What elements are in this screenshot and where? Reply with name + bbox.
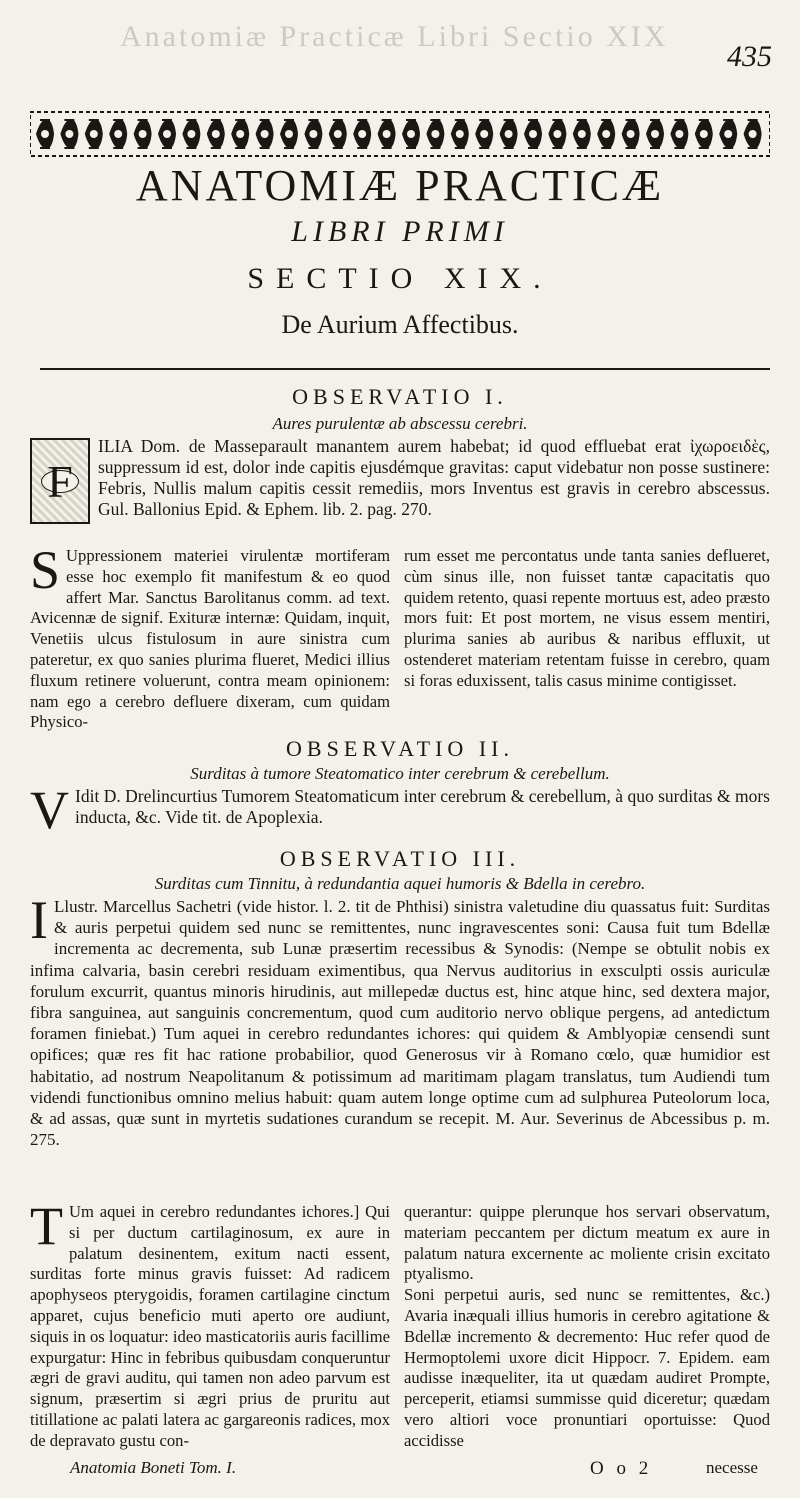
obs3-body: Llustr. Marcellus Sachetri (vide histor. l. 2. tit de Phthisi) sinistra valetudine diu quassatus fuit: Surditas & auris perpetui quidem sed nunc se remittentes, nunc ingravescentes soni: Causa fuit tum Bdellæ incrementa ac decrementa, sub Lunæ præsertim recessibus & Synodis: (Nempe se obtulit nobis ex infima calvaria, basin cerebri residuam eximentibus, qua Nervus auditorius in exsculpti ossis auriculæ forulum excurrit, quantus minoris hirudinis, aut millepedæ ductus est, hinc atque hinc, sed dextera major, fibra sanguinea, aut sanguinis concrementum, quod cum auditorio nervo oblique pergens, ad antedictum foramen finiebat.) Tum aquei in cerebro redundantes ichores: qui quidem & Amblyopiæ censendi sunt opifices; quæ res fit hac ratione probabilior, quod Generosus vir à Romano cœlo, quæ humidior est habitatio, ad nostrum Neapolitanum & potissimum ad maritimam plagam translatus, tum Audiendi tum videndi functionibus omnino melius habuit: quam autem longe optime cum ad sulphurea Puteolorum loca, & ad assas, quæ sunt in myrtetis sudationes curandum se recepit. M. Aur. Severinus de Abcessibus p. m. 275. (30, 897, 770, 1150)
signature-mark: O o 2 (590, 1458, 653, 1479)
obs3-heading: OBSERVATIO III. (279, 846, 521, 871)
page-subtitle: LIBRI PRIMI (291, 215, 509, 248)
obs1-dropcap: F (30, 438, 90, 524)
obs3-dropcap: I (30, 890, 48, 950)
obs2-body: Idit D. Drelincurtius Tumorem Steatomaticum inter cerebrum & cerebellum, à quo surditas & mors inducta, &c. Vide tit. de Apoplexia. (75, 786, 770, 827)
divider (40, 368, 770, 370)
fleuron-icon (30, 110, 770, 158)
obs1-body: ILIA Dom. de Masseparault manantem aurem habebat; id quod effluebat erat ἰχωροειδὲς, suppressum id est, dolor inde capitis ejusdémque gravitas: caput videbatur non posse sustinere: Febris, Nullis malum capitis cessit remediis, mors Inventus est gravis in cerebro abscessus. Gul. Ballonius Epid. & Ephem. lib. 2. pag. 270. (98, 436, 770, 519)
section-number: SECTIO XIX. (247, 262, 553, 295)
page-title: ANATOMIÆ PRACTICÆ (135, 161, 665, 210)
page-number: 435 (727, 40, 772, 73)
bleed-through-text: Anatomiæ Practicæ Libri Sectio XIX (120, 20, 669, 53)
obs3-col-dropcap: T (30, 1196, 63, 1256)
obs2-dropcap: V (30, 780, 69, 840)
obs3-col-left (30, 1196, 390, 1452)
obs3-col-right-text-a: querantur: quippe plerunque hos servari observatum, materiam peccantem per dictum meatum ex aure in palatum natura excernente ac moliente crisin excitato ptyalismo. (404, 1202, 770, 1284)
footer-title: Anatomia Boneti Tom. I. (70, 1458, 237, 1477)
section-title: De Aurium Affectibus. (281, 310, 519, 339)
obs1-col-left (30, 540, 390, 732)
obs3-col-left-text: Um aquei in cerebro redundantes ichores.] Qui si per ductum cartilaginosum, ex aure in palatum desinentem, exitum nacti essent, surditas forte minus gravis fuisset: Ad radicem apophyseos pterygoidis, foramen cartilagine cinctum apparet, cujus beneficio muti aperto ore audiunt, siquis in os loquatur: ideo masticatoriis auris facillime expurgatur: Hinc in febribus quibusdam conqueruntur ægri de gravi auditu, qui tamen non adeo parvum est signum, præsertim si ægri prius de pruritu aut titillatione ac palati latera ac gargareonis radices, mox de depravato gustu con- (30, 1202, 390, 1450)
obs1-col-right: rum esset me percontatus unde tanta sanies deflueret, cùm sinus ille, non fuisset tantæ capacitatis quo quidem retento, quasi repente mortuus est, adeo præsto mors fuit: Et post mortem, ne visus essem mentiri, plurima sanies ab auribus & naribus effluxit, ut ostenderet materiam retentam fuisse in cerebro, quam si foras eduxissent, talis casus minime contigisset. (404, 546, 770, 690)
obs1-text (30, 436, 770, 528)
obs3-col-right (404, 1202, 770, 1452)
obs1-heading: OBSERVATIO I. (292, 384, 508, 409)
obs1-col-dropcap: S (30, 540, 61, 600)
obs2-subheading: Surditas à tumore Steatomatico inter cerebrum & cerebellum. (190, 764, 610, 783)
obs1-col-left-text: Uppressionem materiei virulentæ mortiferam esse hoc exemplo fit manifestum & eo quod affert Mar. Sanctus Barolitanus comm. ad text. Avicennæ de signif. Exituræ internæ: Quidam, inquit, Venetiis ulcus fistulosum in aure sinistra cum pateretur, ex quo sanies plurima flueret, Medici illius fluxum retinere voluerunt, contra meam opinionem: nam ego a cerebro defluere dixeram, cum quidam Physico- (30, 546, 390, 732)
ornamental-border (30, 110, 770, 158)
obs2-heading: OBSERVATIO II. (286, 736, 514, 761)
catchword: necesse (706, 1458, 758, 1477)
obs2-text (30, 780, 770, 840)
obs3-col-right-text-b: Soni perpetui auris, sed nunc se remittentes, &c.) Avaria inæquali illius humoris in cerebro agitatione & Bdellæ incremento & decremento: Huc refer quod de Hermoptolemi uxore dicit Hippocr. 7. Epidem. eam audisse inæqueliter, ita ut quædam audiret Prompte, perceperit, etiamsi summisse quid diceretur; quædam vero altiori voce pronuntiari oportuisse: Quod accidisse (404, 1285, 770, 1450)
obs3-text (30, 890, 770, 1192)
obs3-subheading: Surditas cum Tinnitu, à redundantia aquei humoris & Bdella in cerebro. (154, 874, 646, 893)
obs1-subheading: Aures purulentæ ab abscessu cerebri. (272, 414, 528, 433)
